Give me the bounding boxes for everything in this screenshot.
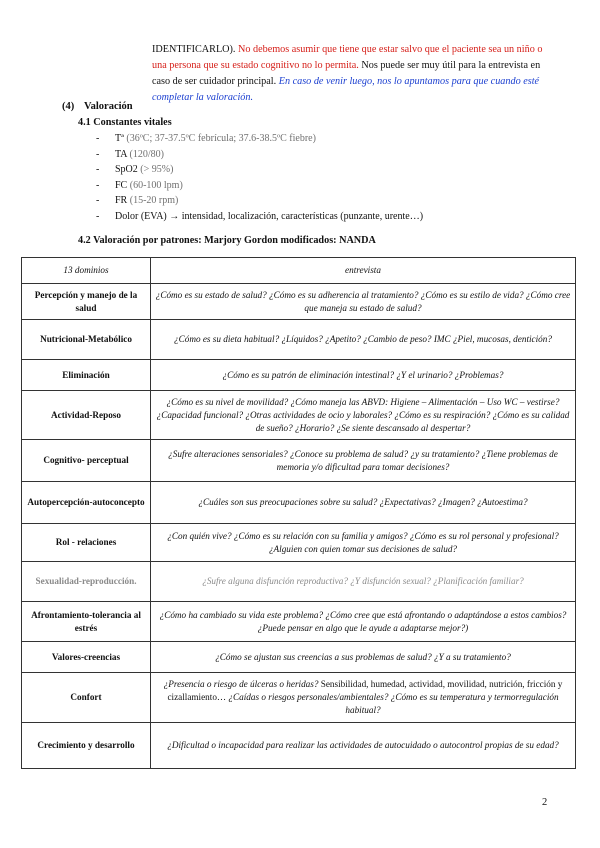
section-4-2-heading: 4.2 Valoración por patrones: Marjory Gordon modificados: NANDA (78, 235, 376, 246)
table-row (22, 320, 576, 360)
domain-cell: Nutricional-Metabólico (22, 320, 151, 360)
domain-cell: Afrontamiento-tolerancia al estrés (22, 602, 151, 642)
domain-cell: Cognitivo- perceptual (22, 440, 151, 482)
list-item: - FC (60-100 lpm) (96, 178, 423, 194)
table-row (22, 360, 576, 391)
table-row (22, 440, 576, 482)
domain-cell: Eliminación (22, 360, 151, 391)
table-row (22, 391, 576, 440)
section-4-number: (4) (62, 101, 75, 112)
section-4-heading (62, 101, 133, 112)
domain-cell: Sexualidad-reproducción. (22, 562, 151, 602)
question-cell: ¿Dificultad o incapacidad para realizar las actividades de autocuidado o autocontrol propias de su edad? (151, 723, 576, 769)
section-4-1-heading: 4.1 Constantes vitales (78, 117, 172, 128)
table-row (22, 673, 576, 723)
domain-cell: Valores-creencias (22, 642, 151, 673)
domain-cell: Crecimiento y desarrollo (22, 723, 151, 769)
question-cell: ¿Cómo es su patrón de eliminación intestinal? ¿Y el urinario? ¿Problemas? (151, 360, 576, 391)
table-header-row (22, 258, 576, 284)
list-item: - FR (15-20 rpm) (96, 193, 423, 209)
table-row (22, 723, 576, 769)
list-item: - TA (120/80) (96, 147, 423, 163)
table-row (22, 642, 576, 673)
list-item: - SpO2 (> 95%) (96, 162, 423, 178)
section-4-title: Valoración (84, 101, 133, 112)
question-cell: ¿Sufre alteraciones sensoriales? ¿Conoce su problema de salud? ¿y su tratamiento? ¿Tiene problemas de memoria y/o dificultad para tomar decisiones? (151, 440, 576, 482)
list-item: - Tª (36ºC; 37-37.5ºC febrícula; 37.6-38.5ºC fiebre) (96, 131, 423, 147)
vital-signs-list (96, 131, 423, 225)
question-cell: ¿Cómo es su dieta habitual? ¿Líquidos? ¿Apetito? ¿Cambio de peso? IMC ¿Piel, mucosas, dentición? (151, 320, 576, 360)
intro-text-1: IDENTIFICARLO). (152, 44, 239, 55)
intro-text-2: Nos puede ser muy útil para la entrevista en caso de ser cuidador principal. (152, 60, 541, 87)
question-cell: ¿Con quién vive? ¿Cómo es su relación con su familia y amigos? ¿Cómo es su rol personal y profesional? ¿Alguien con quien tomar sus decisiones de salud? (151, 524, 576, 562)
question-cell: ¿Cómo es su estado de salud? ¿Cómo es su adherencia al tratamiento? ¿Cómo es su estilo de vida? ¿Cómo cree que maneja su estado de salud? (151, 284, 576, 320)
header-interview: entrevista (151, 258, 576, 284)
table-row (22, 602, 576, 642)
gordon-patterns-table (21, 257, 576, 769)
question-cell: ¿Presencia o riesgo de úlceras o heridas? Sensibilidad, humedad, actividad, movilidad, nutrición, fricción y cizallamiento… ¿Caídas o riesgos personales/ambientales? ¿Cómo es su temperatura y termorregulación habitual? (151, 673, 576, 723)
domain-cell: Actividad-Reposo (22, 391, 151, 440)
question-cell: ¿Cómo se ajustan sus creencias a sus problemas de salud? ¿Y a su tratamiento? (151, 642, 576, 673)
table-row (22, 562, 576, 602)
list-item: - Dolor (EVA) → intensidad, localización, características (punzante, urente…) (96, 209, 423, 225)
domain-cell: Percepción y manejo de la salud (22, 284, 151, 320)
page-number: 2 (542, 797, 548, 808)
domain-cell: Rol - relaciones (22, 524, 151, 562)
table-row (22, 284, 576, 320)
question-cell: ¿Cuáles son sus preocupaciones sobre su salud? ¿Expectativas? ¿Imagen? ¿Autoestima? (151, 482, 576, 524)
question-cell: ¿Sufre alguna disfunción reproductiva? ¿Y disfunción sexual? ¿Planificación familiar? (151, 562, 576, 602)
intro-warning-text: No debemos asumir que tiene que estar salvo que el paciente sea un niño o una persona que su estado cognitivo no lo permita. (152, 44, 543, 71)
intro-note-text: En caso de venir luego, nos lo apuntamos para que cuando esté completar la valoración. (152, 76, 540, 103)
intro-paragraph (152, 42, 552, 106)
table-row (22, 482, 576, 524)
question-cell: ¿Cómo ha cambiado su vida este problema? ¿Cómo cree que está afrontando o adaptándose a estos cambios? ¿Puede pensar en algo que le ayude a adaptarse mejor?) (151, 602, 576, 642)
question-cell: ¿Cómo es su nivel de movilidad? ¿Cómo maneja las ABVD: Higiene – Alimentación – Uso WC – vestirse? ¿Capacidad funcional? ¿Otras actividades de ocio y laborales? ¿Cómo es su respiración? ¿Cómo es su calidad de sueño? ¿Horario? ¿Se siente descansado al despertar? (151, 391, 576, 440)
table-row (22, 524, 576, 562)
header-domains: 13 dominios (22, 258, 151, 284)
domain-cell: Confort (22, 673, 151, 723)
domain-cell: Autopercepción-autoconcepto (22, 482, 151, 524)
